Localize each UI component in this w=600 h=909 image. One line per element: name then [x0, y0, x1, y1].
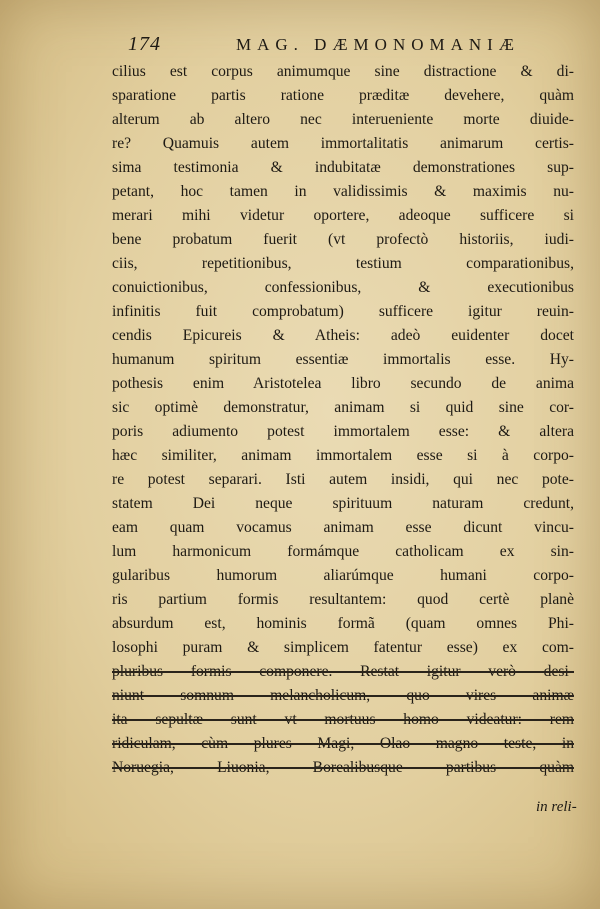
- text-line: alterum ab altero nec interueniente morte diuide-: [112, 111, 574, 128]
- page-header: [128, 33, 528, 57]
- text-line: Noruegia, Liuonia, Borealibusque partibus quàm: [112, 759, 574, 776]
- text-line: humanum spiritum essentiæ immortalis esse. Hy-: [112, 351, 574, 368]
- body-text: [112, 60, 574, 780]
- text-line: niunt somnum melancholicum, quo vires animæ: [112, 687, 574, 704]
- text-line: sparatione partis ratione præditæ devehere, quàm: [112, 87, 574, 104]
- text-line: cilius est corpus animumque sine distractione & di-: [112, 63, 574, 80]
- text-line: pluribus formis componere. Restat igitur verò desi-: [112, 663, 574, 680]
- text-line: poris adiumento potest immortalem esse: & altera: [112, 423, 574, 440]
- text-line: ridiculam, cùm plures Magi, Olao magno teste, in: [112, 735, 574, 752]
- text-line: absurdum est, hominis formã (quam omnes Phi-: [112, 615, 574, 632]
- text-line: sima testimonia & indubitatæ demonstrationes sup-: [112, 159, 574, 176]
- text-line: bene probatum fuerit (vt profectò historiis, iudi-: [112, 231, 574, 248]
- text-line: conuictionibus, confessionibus, & executionibus: [112, 279, 574, 296]
- text-line: pothesis enim Aristotelea libro secundo de anima: [112, 375, 574, 392]
- text-line: cendis Epicureis & Atheis: adeò euidenter docet: [112, 327, 574, 344]
- text-line: re? Quamuis autem immortalitatis animarum certis-: [112, 135, 574, 152]
- catchword: in reli-: [536, 799, 577, 815]
- text-line: merari mihi videtur oportere, adeoque sufficere si: [112, 207, 574, 224]
- text-line: ita sepultæ sunt vt mortuus homo videatur: rem: [112, 711, 574, 728]
- text-line: sic optimè demonstratur, animam si quid sine cor-: [112, 399, 574, 416]
- text-line: eam quam vocamus animam esse dicunt vincu-: [112, 519, 574, 536]
- text-line: petant, hoc tamen in validissimis & maximis nu-: [112, 183, 574, 200]
- text-line: ciis, repetitionibus, testium comparationibus,: [112, 255, 574, 272]
- running-head: MAG. DÆMONOMANIÆ: [236, 35, 520, 54]
- text-line: gularibus humorum aliarúmque humani corpo-: [112, 567, 574, 584]
- text-line: ris partium formis resultantem: quod certè planè: [112, 591, 574, 608]
- text-line: re potest separari. Isti autem insidi, qui nec pote-: [112, 471, 574, 488]
- page-number: 174: [128, 33, 161, 55]
- text-line: statem Dei neque spirituum naturam credunt,: [112, 495, 574, 512]
- text-line: lum harmonicum formámque catholicam ex sin-: [112, 543, 574, 560]
- text-line: losophi puram & simplicem fatentur esse) ex com-: [112, 639, 574, 656]
- text-line: hæc similiter, animam immortalem esse si à corpo-: [112, 447, 574, 464]
- text-line: infinitis fuit comprobatum) sufficere igitur reuin-: [112, 303, 574, 320]
